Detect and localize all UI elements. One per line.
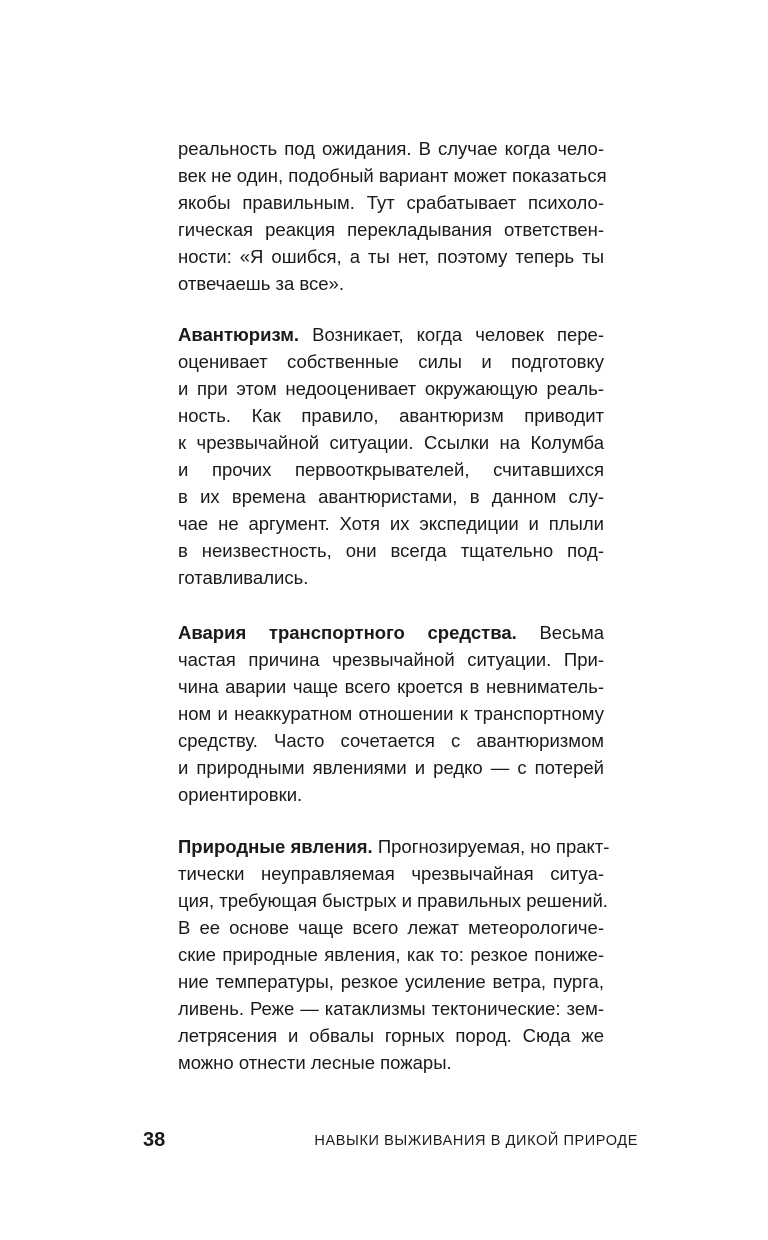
text-line: и прочих первооткрывателей, считавшихся [178,459,604,480]
text-line: оценивает собственные силы и подготовку [178,351,604,372]
text-fragment: Весьма [516,622,604,643]
running-title: НАВЫКИ ВЫЖИВАНИЯ В ДИКОЙ ПРИРОДЕ [314,1133,638,1149]
paragraph-term: Авантюризм. [178,324,300,345]
paragraph-term: Природные явления. [178,836,373,857]
text-line: ливень. Реже — катаклизмы тектонические: зем- [178,998,604,1019]
text-line: к чрезвычайной ситуации. Ссылки на Колумба [178,432,604,453]
text-line: ние температуры, резкое усиление ветра, пурга, [178,971,604,992]
text-line: тически неуправляемая чрезвычайная ситуа- [178,863,604,884]
page-number: 38 [143,1129,166,1151]
paragraph-vehicle-accident [178,619,604,808]
text-line: чина аварии чаще всего кроется в невниматель- [178,676,604,697]
text-line: ориентировки. [178,784,303,805]
text-line: ские природные явления, как то: резкое пониже- [178,944,604,965]
text-line [178,833,610,860]
paragraph-continuation [178,135,607,297]
text-line: средству. Часто сочетается с авантюризмом [178,730,604,751]
text-line: гическая реакция перекладывания ответствен- [178,219,604,240]
text-line: чае не аргумент. Хотя их экспедиции и плыли [178,513,604,534]
text-line: и при этом недооценивает окружающую реаль- [178,378,604,399]
text-line: можно отнести лесные пожары. [178,1052,452,1073]
text-line: отвечаешь за все». [178,273,344,294]
text-line: реальность под ожидания. В случае когда чело- [178,138,604,159]
text-line: готавливались. [178,567,309,588]
text-line: в их времена авантюристами, в данном слу- [178,486,604,507]
text-line: век не один, подобный вариант может показаться [178,165,607,186]
text-fragment: Возникает, когда человек пере- [299,324,604,345]
text-fragment: Прогнозируемая, но практ- [372,836,610,857]
text-line: ности: «Я ошибся, а ты нет, поэтому теперь ты [178,246,604,267]
paragraph-natural-phenomena [178,833,610,1076]
paragraph-adventurism [178,321,604,591]
text-line: и природными явлениями и редко — с потерей [178,757,604,778]
text-line: в неизвестность, они всегда тщательно под- [178,540,604,561]
text-line: В ее основе чаще всего лежат метеорологиче- [178,917,604,938]
text-line [178,619,604,646]
paragraph-term: Авария транспортного средства. [178,622,517,643]
text-line: ность. Как правило, авантюризм приводит [178,405,604,426]
text-line: ном и неаккуратном отношении к транспортному [178,703,604,724]
text-line: частая причина чрезвычайной ситуации. При- [178,649,604,670]
text-line: якобы правильным. Тут срабатывает психоло- [178,192,604,213]
text-line: летрясения и обвалы горных пород. Сюда же [178,1025,604,1046]
text-line [178,321,604,348]
text-line: ция, требующая быстрых и правильных решений. [178,890,608,911]
